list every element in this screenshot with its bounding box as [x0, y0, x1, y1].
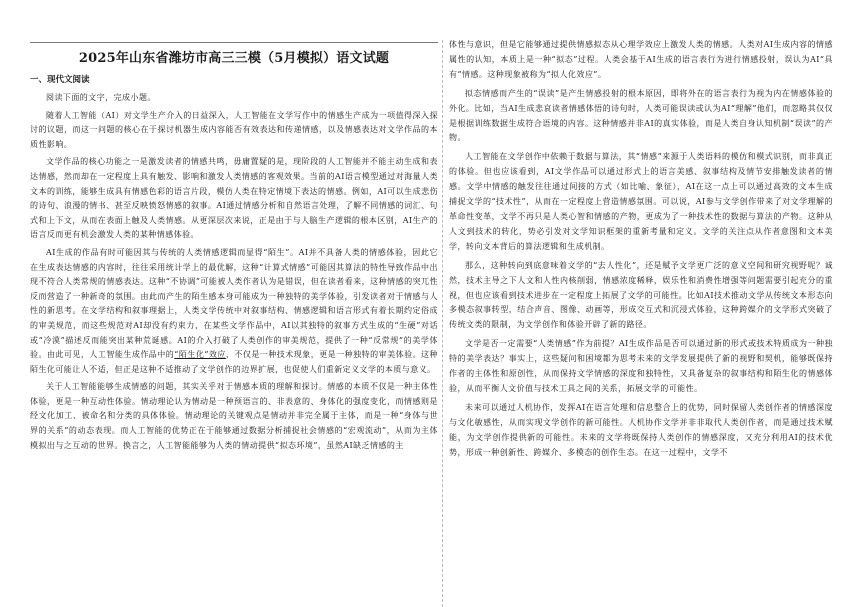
instruction: 阅读下面的文字，完成小题。 [46, 93, 156, 102]
paragraph: 那么，这种转向到底意味着文学的“去人性化”，还是赋予文学更广泛的意义空间和研究视野呢？诚然，技术主导之下人文和人性内核削弱，情感浓度稀释，娱乐性和消费性增强等问题需要引起充分的重视，但也应该看到技术进步在一定程度上拓展了文学的可能性。比如AI技术推动文学从传统文本形态向多模态叙事转型，结合声音、图像、动画等，形成交互式和沉浸式体验，这种跨媒介的文学形式突破了传统文类的限制，为文学创作和体验开辟了新的路径。 [449, 260, 833, 330]
paragraph: 文学作品的核心功能之一是激发读者的情感共鸣，毋庸置疑的是，现阶段的人工智能并不能主动生成和表达情感，然而却在一定程度上具有触发、影响和激发人类情感的客观效果。当前的AI语言模型通过对海量人类文本的训练，能够生成具有情感色彩的语言片段，模仿人类在特定情境下表达的情感。例如，AI可以生成悲伤的诗句、浪漫的情书、甚至反映愤怒情感的叙事。AI通过情感分析和自然语言处理，了解不同情感的词汇、句式和上下文，从而在表面上触及人类情感。从更深层次来说，正是由于与人脑生产逻辑的根本区别，AI生产的语言反而更有机会激发人类的某种情感体验。 [30, 157, 438, 240]
left-column [30, 50, 438, 607]
paragraph: 拟态情感而产生的“误读”是产生情感投射的根本原因，即将外在的语言表行为视为内在情感体验的外化。比如，当AI生成悲哀读者情感体悟的诗句时，人类可能误读或认为AI“理解”他们，而忽略其仅仅是根据训练数据生成符合语境的内容。这种情感并非AI的真实体验，而是人类自身认知机制“误读”的产物。 [449, 88, 833, 143]
exam-title: 2025年山东省潍坊市高三三模（5月模拟）语文试题 [78, 51, 390, 66]
column-divider [442, 40, 443, 607]
header-rule [30, 42, 438, 43]
right-column [449, 38, 833, 607]
paragraph: 文学是否一定需要“人类情感”作为前提？AI生成作品是否可以通过新的形式或技术特质成为一种独特的美学表达？事实上，这些疑问和困境都为思考未来的文学发展提供了新的视野和契机，能够既保持作者的主体性和原创性，从而保持文学情感的深度和独特性，又具备复杂的叙事结构和陌生化的情感体验，从而平衡人文价值与技术工具之间的关系，拓展文学的可能性。 [449, 339, 833, 393]
paragraph: 关于人工智能能够生成情感的问题，其实关乎对于情感本质的理解和探讨。情感的本质不仅是一种主体性体验，更是一种互动性体验。情动理论认为情动是一种预语言的、非表意的、身体化的强度变化，而情感则是经文化加工、被命名和分类的具体体验。情动理论的关键观点是情动并非完全属于主体，而是一种“身体与世界的关系”的动态表现。而人工智能的优势正在于能够通过数据分析捕捉社会情感的“宏观流动”，从而为主体模拟出与之互动的世界。换言之，人工智能能够为人类的情动提供“拟态环境”，虽然AI缺乏情感的主 [30, 382, 438, 450]
section-heading: 一、现代文阅读 [30, 75, 90, 85]
underlined-phrase: “陌生化”效应 [174, 350, 226, 360]
paragraph: AI生成的作品有时可能因其与传统的人类情感逻辑而显得“陌生”。AI并不具备人类的情感体验，因此它在生成表达情感的内容时，往往采用统计学上的最优解，这种“计算式情感”可能因其算法的特性导致作品中出现不符合人类常规的情感表达。这种“不协调”可能被人类作者认为是错误，但在读者看来，这种情感的突兀性反而营造了一种新奇的氛围。由此而产生的陌生感本身可能成为一种独特的美学体验，引发读者对于情感与人性的新思考。在文学结构和叙事理据上，人类文学传统中对叙事结构、情感逻辑和语言形式有着长期约定俗成的审美规范，而这些规范对AI却没有约束力，在某些文学作品中，AI以其独特的叙事方式生成的“生硬”对话或“冷漠”描述反而能突出某种荒诞感。AI的介入打破了人类创作的审美规范，提供了一种“反常规”的美学体验。由此可见，人工智能生成作品中的“陌生化”效应，不仅是一种技术现象，更是一种独特的审美体验。这种陌生化可能让人不适，但正是这种不适推动了文学创作的边界扩展，也促使人们重新定义文学的本质与意义。 [30, 247, 438, 374]
paragraph: 人工智能在文学创作中依赖于数据与算法，其“情感”来源于人类语料的模仿和模式识别，而非真正的体验。但也应该看到，AI文学作品可以通过形式上的语言美感、叙事结构及情节安排触发读者的情感。文学中情感的触发往往通过间接的方式（如比喻、象征），AI在这一点上可以通过高效的文本生成捕捉文学的“技术性”，从而在一定程度上营造情感氛围。可以说，AI参与文学创作带来了对文学理解的革命性变革，文学不再只是人类心智和情感的产物，更成为了一种技术性的数据与算法的产物。这种从人文到技术的转化，势必引发对文学知识框架的重新考量和定义。文学的关注点从作者意图和文本美学，转向文本背后的算法逻辑和生成机制。 [449, 152, 833, 251]
paragraph: 随着人工智能（AI）对文学生产介入的日益深入，人工智能在文学写作中的情感生产成为一项值得深入探讨的议题，而这一问题的核心在于探讨机器生成内容能否有效表达和传递情感，以及情感表达对文学作品的本质性影响。 [30, 110, 438, 149]
paragraph-continued: 体性与意识，但是它能够通过提供情感拟态从心理学效应上激发人类的情感。人类对AI生成内容的情感属性的认知，本质上是一种“拟态”过程。人类会基于AI生成的语言表行为进行情感投射，误认为AI“具有”情感。这种现象被称为“拟人化效应”。 [449, 40, 833, 79]
paragraph: 未来可以通过人机协作，发挥AI在语言处理和信息整合上的优势，同时保留人类创作者的情感深度与文化敏感性，从而实现文学创作的新可能性。人机协作文学并非非取代人类创作者，而是通过技术赋能，为文学创作提供新的可能性。未来的文学将既保持人类创作的情感深度，又充分利用AI的技术优势，形成一种创新性、跨媒介、多模态的创作生态。在这一过程中，文学不 [449, 402, 833, 457]
